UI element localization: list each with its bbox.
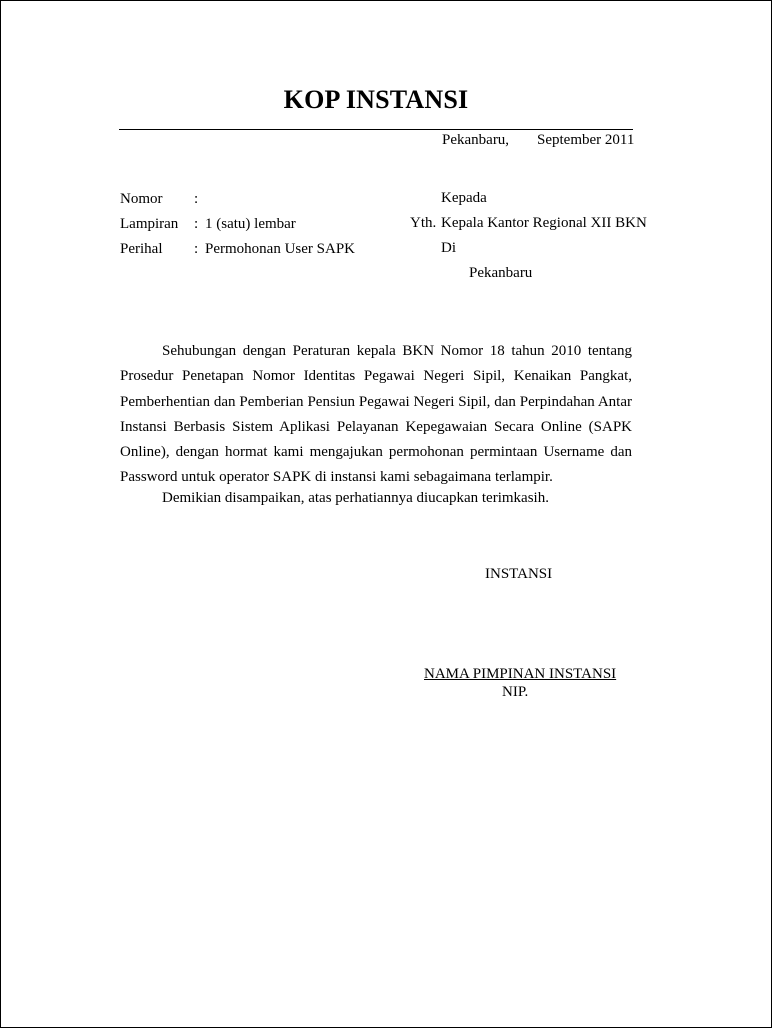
perihal-value: Permohonan User SAPK	[205, 241, 355, 257]
letter-place: Pekanbaru,	[442, 132, 510, 148]
nomor-label: Nomor	[120, 191, 163, 207]
recipient-city: Pekanbaru	[469, 265, 533, 281]
recipient-kepada: Kepada	[441, 190, 487, 206]
letter-closing: Demikian disampaikan, atas perhatiannya diucapkan terimkasih.	[162, 490, 549, 506]
letterhead-divider	[119, 129, 633, 130]
perihal-label: Perihal	[120, 241, 163, 257]
signature-nip: NIP.	[502, 684, 529, 700]
nomor-separator: :	[194, 191, 199, 207]
signature-institution: INSTANSI	[485, 566, 553, 582]
perihal-separator: :	[194, 241, 199, 257]
letterhead-title: KOP INSTANSI	[283, 85, 469, 114]
lampiran-separator: :	[194, 216, 199, 232]
letter-date: September 2011	[537, 132, 635, 148]
lampiran-label: Lampiran	[120, 216, 179, 232]
signature-leader-name: NAMA PIMPINAN INSTANSI	[424, 666, 617, 682]
recipient-di: Di	[441, 240, 456, 256]
lampiran-value: 1 (satu) lembar	[205, 216, 296, 232]
letter-body-paragraph: Sehubungan dengan Peraturan kepala BKN Nomor 18 tahun 2010 tentang Prosedur Penetapan Nomor Identitas Pegawai Negeri Sipil, Kenaikan Pangkat, Pemberhentian dan Pemberian Pensiun Pegawai Negeri Sipil, dan Perpindahan Antar Instansi Berbasis Sistem Aplikasi Pelayanan Kepegawaian Secara Online (SAPK Online), dengan hormat kami mengajukan permohonan permintaan Username dan Password untuk operator SAPK di instansi kami sebagaimana terlampir.	[120, 343, 632, 486]
recipient-yth: Yth.	[410, 215, 437, 231]
recipient-name: Kepala Kantor Regional XII BKN	[441, 215, 647, 231]
